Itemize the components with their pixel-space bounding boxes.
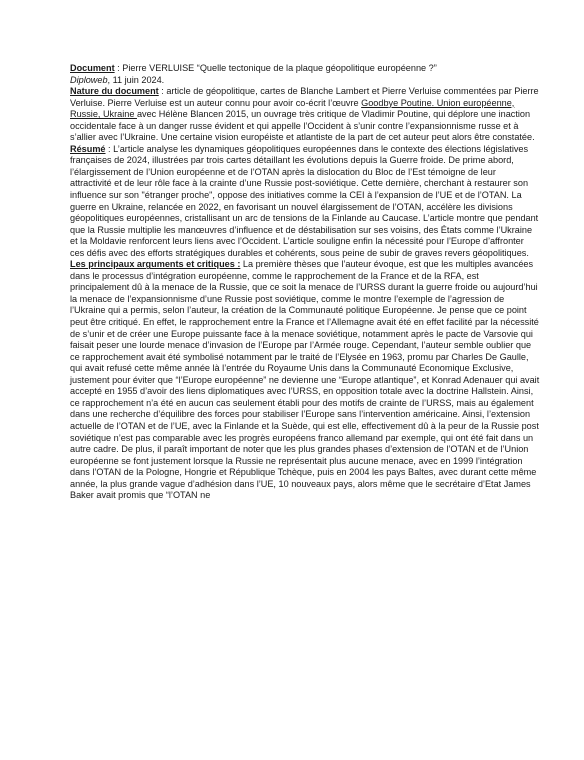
book-title: Goodbye Poutine. Union européenne, Russie, Ukraine: [70, 97, 515, 120]
resume-paragraph: [70, 144, 540, 259]
document-source: Diploweb: [70, 74, 108, 85]
resume-label: Résumé: [70, 143, 106, 154]
document-reference: [70, 63, 540, 86]
nature-text-1: : article de géopolitique, cartes de Blanche Lambert et Pierre Verluise commentées par Pierre Verluise. Pierre Verluise est un auteur connu pour avoir co-écrit l’œuvre: [70, 86, 539, 108]
document-body: [70, 63, 540, 502]
arguments-label: Les principaux arguments et critiques :: [70, 259, 241, 270]
nature-label: Nature du document: [70, 86, 159, 97]
nature-paragraph: [70, 86, 540, 144]
document-label-separator: :: [114, 63, 123, 73]
document-citation: Pierre VERLUISE “Quelle tectonique de la plaque géopolitique européenne ?”: [122, 63, 437, 73]
document-label: Document: [70, 63, 115, 73]
resume-text: : L’article analyse les dynamiques géopolitiques européennes dans le contexte des élections législatives françaises de 2024, illustrées par trois cartes détaillant les évolutions depuis la Guerre froide. De prime abord, l’élargissement de l’Union européenne et de l’OTAN après la dislocation du Bloc de l’Est témoigne de leur attractivité et de leur rôle face à la crainte d’une Russie post-soviétique. Cette dernière, cherchant à restaurer son influence sur son "étranger proche", oppose des initiatives comme la CEI à l’expansion de l’UE et de l’OTAN. La guerre en Ukraine, relancée en 2022, en favorisant un nouvel élargissement de l’OTAN, accélère les divisions géopolitiques européennes, cristallisant un arc de tensions de la Finlande au Caucase. L’article montre que pendant que la Russie multiplie les manœuvres d’influence et de déstabilisation sur ses voisins, des États comme l’Ukraine et la Moldavie renforcent leurs liens avec l’Occident. L’article souligne enfin la nécessité pour l’Europe d’affronter ces défis avec des efforts stratégiques durables et cohérents, sous peine de subir de graves revers géopolitiques.: [70, 143, 539, 258]
arguments-paragraph: [70, 259, 540, 501]
nature-text-2: avec Hélène Blancen 2015, un ouvrage très critique de Vladimir Poutine, qui déplore une inaction occidentale face à un danger russe évident et qui appelle l’Occident à s’unir contre l’expansionnisme russe et à s’allier avec l’Ukraine. Une certaine vision européiste et atlantiste de la part de cet auteur peut alors être constatée.: [70, 109, 535, 143]
arguments-text: La première thèses que l’auteur évoque, est que les multiples avancées dans le processus d’intégration européenne, comme le rapprochement de la France et de la RFA, est principalement dû à la menace de la Russie, que ce soit la menace de l’URSS durant la guerre froide ou aujourd’hui la menace de l’expansionnisme d’une Russie post soviétique, comme le montre l’exemple de l’agression de l’Ukraine qui a permis, selon l’auteur, la création de la Communauté politique Européenne. Je pense que ce point peut être critiqué. En effet, le rapprochement entre la France et l’Allemagne avait été en effet facilité par la nécessité de s’unir et de créer une Europe puissante face à la menace soviétique, notamment après le pacte de Varsovie qui faisait peser une lourde menace d’invasion de l’Europe par l’Armée rouge. Cependant, l’auteur semble oublier que ce rapprochement avait été symbolisé notamment par le traité de l’Elysée en 1963, promu par Charles De Gaulle, qui avait refusé cette même année là l’entrée du Royaume Unis dans la Communauté Economique Exclusive, justement pour éviter que “l’Europe européenne” ne devienne une “Europe atlantique”, et Konrad Adenauer qui avait accepté en 1955 d’avoir des liens diplomatiques avec l’URSS, en opposition totale avec la doctrine Hallstein. Ainsi, ce rapprochement n’a été en aucun cas seulement établi pour des motifs de crainte de l’URSS, mais au également dans une recherche d’équilibre des forces pour stabiliser l’Europe sans l’intervention américaine. Ainsi, l’extension actuelle de l’OTAN et de l’UE, avec la Finlande et la Suède, qui est elle, effectivement dû à la peur de la Russie post soviétique n’est pas comparable avec les progrès européens franco allemand par exemple, qui ont été fait dans un autre cadre. De plus, il paraît important de noter que les plus grandes phases d’extension de l’OTAN et de l’Union européenne se font justement lorsque la Russie ne représentait plus aucune menace, avec en 1999 l’intégration dans l’OTAN de la Pologne, Hongrie et République Tchèque, puis en 2004 les pays Baltes, avec durant cette même année, la plus grande vague d’adhésion dans l’UE, 10 nouveaux pays, alors même que le secrétaire d’Etat James Baker avait promis que “l’OTAN ne: [70, 259, 540, 501]
document-date: , 11 juin 2024.: [107, 74, 165, 85]
